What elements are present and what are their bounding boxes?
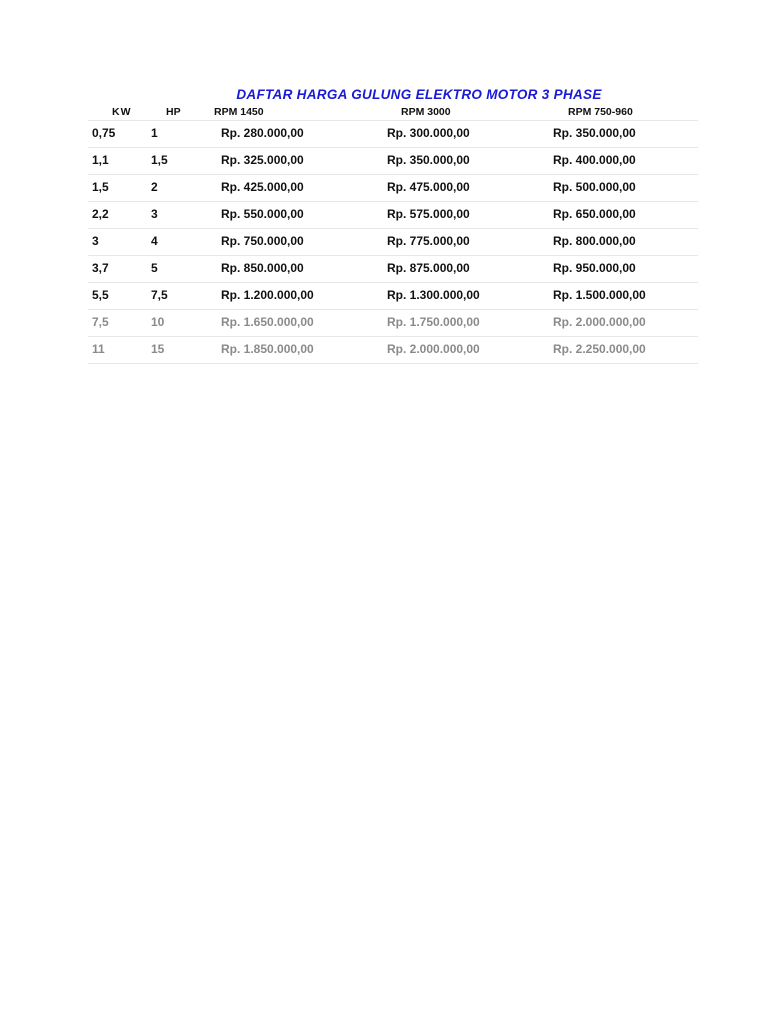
- cell-rpm-3000: Rp. 1.300.000,00: [387, 288, 480, 302]
- cell-rpm-1450: Rp. 550.000,00: [221, 207, 304, 221]
- table-row: [88, 202, 698, 229]
- cell-rpm-1450: Rp. 850.000,00: [221, 261, 304, 275]
- table-row: [88, 148, 698, 175]
- cell-rpm-3000: Rp. 2.000.000,00: [387, 342, 480, 356]
- cell-rpm-3000: Rp. 350.000,00: [387, 153, 470, 167]
- cell-rpm-1450: Rp. 750.000,00: [221, 234, 304, 248]
- cell-rpm-3000: Rp. 875.000,00: [387, 261, 470, 275]
- price-list-document: [88, 86, 698, 364]
- cell-rpm-750-960: Rp. 500.000,00: [553, 180, 636, 194]
- table-row: [88, 283, 698, 310]
- table-header: [88, 104, 698, 120]
- cell-rpm-1450: Rp. 1.650.000,00: [221, 315, 314, 329]
- cell-rpm-1450: Rp. 425.000,00: [221, 180, 304, 194]
- cell-rpm-750-960: Rp. 650.000,00: [553, 207, 636, 221]
- cell-kw: 2,2: [92, 207, 109, 221]
- cell-kw: 11: [92, 342, 105, 356]
- cell-kw: 7,5: [92, 315, 109, 329]
- table-row: [88, 175, 698, 202]
- table-row: [88, 310, 698, 337]
- cell-rpm-3000: Rp. 575.000,00: [387, 207, 470, 221]
- cell-rpm-750-960: Rp. 800.000,00: [553, 234, 636, 248]
- cell-rpm-1450: Rp. 280.000,00: [221, 126, 304, 140]
- header-hp: HP: [166, 106, 181, 118]
- cell-rpm-3000: Rp. 1.750.000,00: [387, 315, 480, 329]
- cell-rpm-1450: Rp. 325.000,00: [221, 153, 304, 167]
- cell-hp: 15: [151, 342, 165, 356]
- table-row: [88, 229, 698, 256]
- cell-hp: 7,5: [151, 288, 168, 302]
- cell-rpm-3000: Rp. 475.000,00: [387, 180, 470, 194]
- cell-hp: 1: [151, 126, 158, 140]
- cell-rpm-750-960: Rp. 950.000,00: [553, 261, 636, 275]
- header-rpm-3000: RPM 3000: [401, 106, 451, 118]
- cell-rpm-3000: Rp. 775.000,00: [387, 234, 470, 248]
- cell-kw: 3: [92, 234, 99, 248]
- table-row: [88, 256, 698, 283]
- cell-hp: 2: [151, 180, 158, 194]
- cell-hp: 5: [151, 261, 158, 275]
- cell-kw: 1,5: [92, 180, 109, 194]
- cell-rpm-1450: Rp. 1.200.000,00: [221, 288, 314, 302]
- header-rpm-750-960: RPM 750-960: [568, 106, 633, 118]
- header-rpm-1450: RPM 1450: [214, 106, 264, 118]
- cell-hp: 10: [151, 315, 165, 329]
- cell-kw: 1,1: [92, 153, 109, 167]
- cell-hp: 4: [151, 234, 158, 248]
- price-table: [88, 120, 698, 364]
- cell-rpm-750-960: Rp. 2.000.000,00: [553, 315, 646, 329]
- cell-kw: 0,75: [92, 126, 116, 140]
- cell-rpm-750-960: Rp. 350.000,00: [553, 126, 636, 140]
- cell-hp: 1,5: [151, 153, 168, 167]
- document-title: DAFTAR HARGA GULUNG ELEKTRO MOTOR 3 PHASE: [236, 87, 602, 102]
- cell-hp: 3: [151, 207, 158, 221]
- cell-rpm-750-960: Rp. 400.000,00: [553, 153, 636, 167]
- cell-kw: 5,5: [92, 288, 109, 302]
- cell-rpm-750-960: Rp. 1.500.000,00: [553, 288, 646, 302]
- cell-rpm-750-960: Rp. 2.250.000,00: [553, 342, 646, 356]
- table-row: [88, 121, 698, 148]
- header-kw: KW: [112, 106, 132, 118]
- cell-rpm-3000: Rp. 300.000,00: [387, 126, 470, 140]
- table-row: [88, 337, 698, 364]
- cell-rpm-1450: Rp. 1.850.000,00: [221, 342, 314, 356]
- cell-kw: 3,7: [92, 261, 109, 275]
